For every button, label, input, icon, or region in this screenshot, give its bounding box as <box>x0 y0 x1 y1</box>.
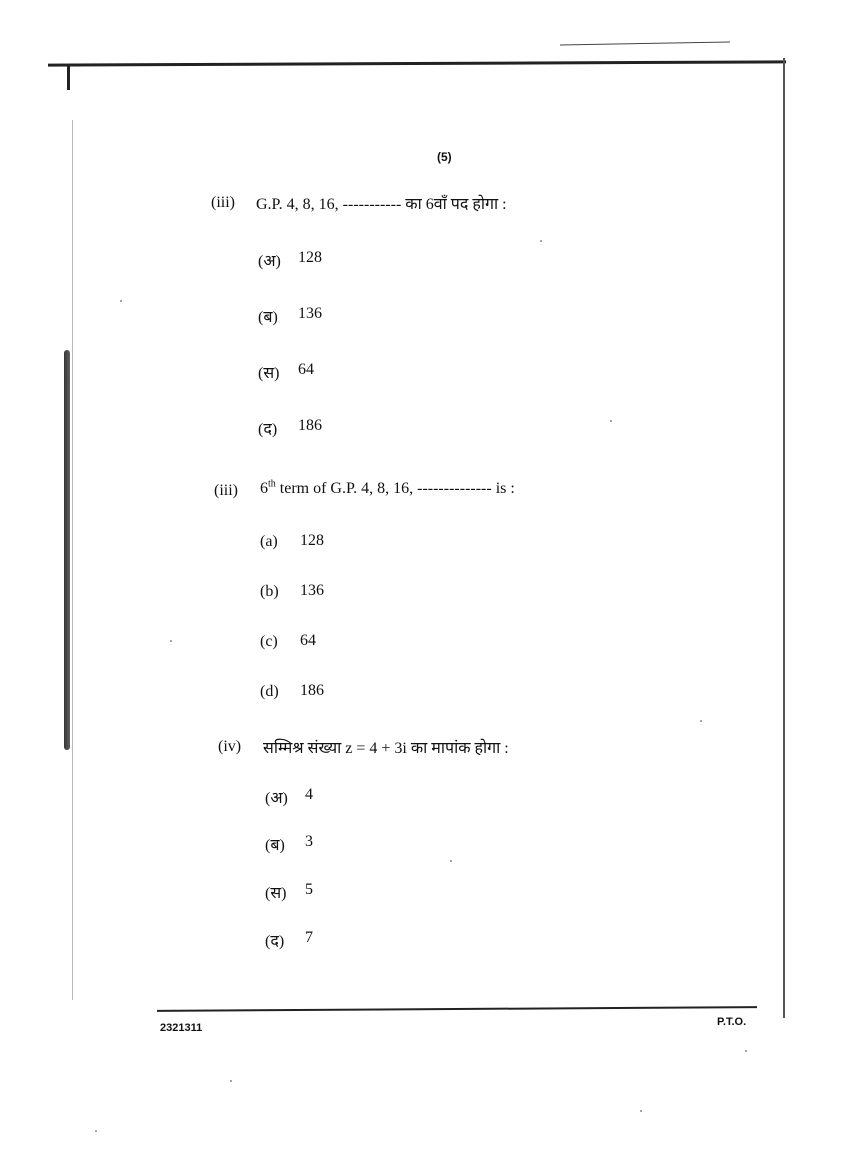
scan-speck <box>450 860 452 862</box>
option-value: 5 <box>305 881 313 898</box>
option-value: 7 <box>305 929 313 946</box>
paper-code: 2321311 <box>160 1022 203 1034</box>
option-label: (स) <box>265 885 287 902</box>
option-value: 3 <box>305 833 313 850</box>
option-label: (c) <box>260 633 278 650</box>
scan-speck <box>700 720 702 722</box>
scan-speck <box>95 1130 97 1132</box>
option-label: (द) <box>258 421 278 438</box>
option-value: 128 <box>298 249 322 266</box>
option-label: (a) <box>260 533 278 550</box>
scan-speck <box>640 1110 642 1112</box>
question-number: (iii) <box>214 482 238 499</box>
option-label: (अ) <box>265 790 288 807</box>
question-number: (iii) <box>211 194 235 211</box>
option-label: (ब) <box>265 837 285 854</box>
option-label: (ब) <box>258 309 278 326</box>
scan-speck <box>230 1080 232 1082</box>
scan-speck <box>540 240 542 242</box>
ordinal-suffix: th <box>268 478 276 490</box>
top-border-line <box>48 60 786 66</box>
binding-shadow <box>64 350 70 750</box>
scan-edge-line <box>560 42 730 46</box>
scan-speck <box>170 640 172 642</box>
scan-speck <box>745 1050 747 1052</box>
question-number: (iv) <box>218 738 242 755</box>
option-value: 186 <box>300 682 324 699</box>
option-label: (b) <box>260 583 279 600</box>
option-value: 186 <box>298 417 322 434</box>
question-text-part: 6 <box>260 480 268 497</box>
option-label: (द) <box>265 933 285 950</box>
option-value: 136 <box>298 305 322 322</box>
option-label: (स) <box>258 365 280 382</box>
question-text: G.P. 4, 8, 16, ----------- का 6वाँ पद होगा : <box>256 196 507 213</box>
pto-label: P.T.O. <box>717 1016 747 1028</box>
option-label: (d) <box>260 683 279 700</box>
right-border-line <box>783 58 785 1018</box>
left-margin-line <box>72 120 73 1000</box>
option-label: (अ) <box>258 253 281 270</box>
option-value: 64 <box>300 632 316 649</box>
scan-speck <box>610 420 612 422</box>
option-value: 64 <box>298 361 314 378</box>
option-value: 136 <box>300 582 324 599</box>
option-value: 4 <box>305 786 313 803</box>
bottom-rule <box>157 1006 757 1012</box>
question-text: सम्मिश्र संख्या z = 4 + 3i का मापांक होगा : <box>263 740 509 757</box>
scan-speck <box>120 300 122 302</box>
option-value: 128 <box>300 532 324 549</box>
corner-mark <box>67 64 70 90</box>
question-text-part: term of G.P. 4, 8, 16, -------------- is : <box>275 480 515 497</box>
page-number: (5) <box>437 150 452 164</box>
question-text <box>260 480 515 498</box>
